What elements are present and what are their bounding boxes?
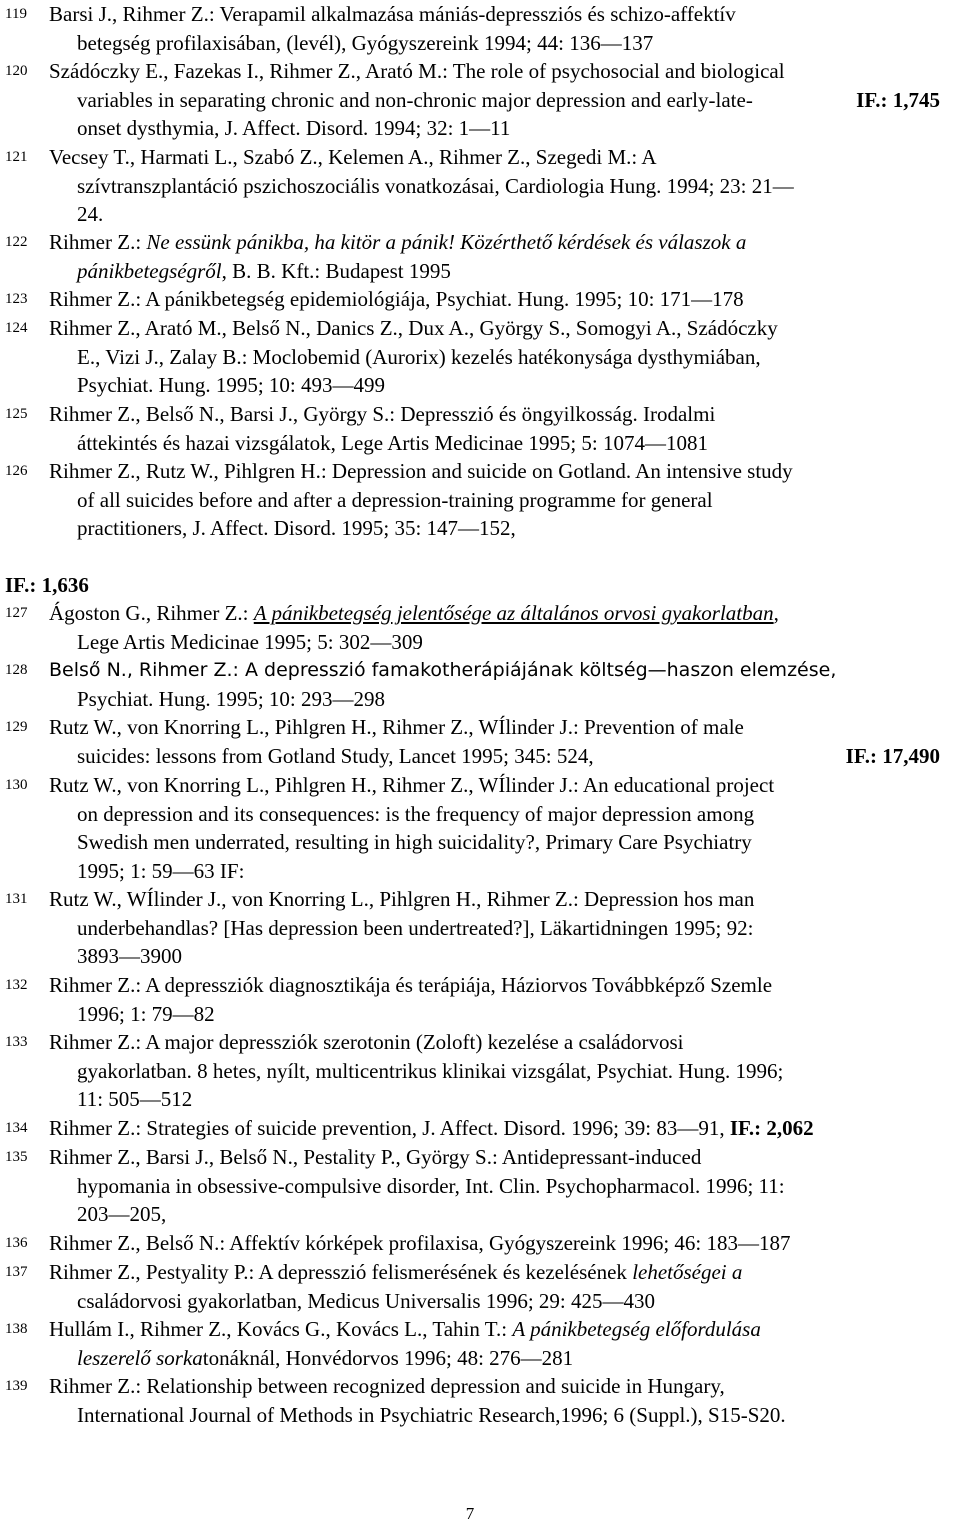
reference-entry [0, 314, 960, 400]
reference-first-line: Ágoston G., Rihmer Z.: A pánikbetegség jelentősége az általános orvosi gyakorlatban, [49, 601, 779, 625]
reference-number: 128 [5, 662, 28, 678]
reference-continuation: szívtranszplantáció pszichoszociális vonatkozásai, Cardiologia Hung. 1994; 23: 21— 24. [77, 173, 794, 227]
reference-number: 121 [5, 149, 28, 165]
reference-continuation: leszerelő sorkatonáknál, Honvédorvos 1996; 48: 276—281 [77, 1345, 574, 1370]
reference-entry [0, 1143, 960, 1229]
reference-continuation: Psychiat. Hung. 1995; 10: 293—298 [77, 686, 385, 711]
reference-continuation: of all suicides before and after a depression-training programme for general practitioners, J. Affect. Disord. 1995; 35: 147—152, [77, 487, 713, 541]
reference-number: 125 [5, 406, 28, 422]
reference-first-line: Rutz W., von Knorring L., Pihlgren H., Rihmer Z., WÍlinder J.: An educational project [49, 773, 775, 797]
reference-number: 134 [5, 1120, 28, 1136]
reference-entry [0, 1229, 960, 1258]
reference-number: 120 [5, 63, 28, 79]
reference-number: 124 [5, 320, 28, 336]
reference-first-line: Rihmer Z., Pestyality P.: A depresszió felismerésének és kezelésének lehetőségei a [49, 1260, 743, 1284]
reference-continuation: IF.: 1,745 variables in separating chronic and non-chronic major depression and early-late- onset dysthymia, J. Affect. Disord. 1994; 32: 1—11 [77, 87, 940, 141]
reference-first-line: Rutz W., WÍlinder J., von Knorring L., Pihlgren H., Rihmer Z.: Depression hos man [49, 887, 755, 911]
reference-first-line: Hullám I., Rihmer Z., Kovács G., Kovács L., Tahin T.: A pánikbetegség előfordulása [49, 1317, 761, 1341]
reference-entry [0, 285, 960, 314]
reference-first-line: Rihmer Z.: A pánikbetegség epidemiológiája, Psychiat. Hung. 1995; 10: 171—178 [49, 287, 744, 311]
reference-entry [0, 0, 960, 57]
reference-entry [0, 885, 960, 971]
reference-first-line: Rihmer Z., Barsi J., Belső N., Pestality P., György S.: Antidepressant-induced [49, 1145, 702, 1169]
reference-entry [0, 400, 960, 457]
reference-number: 136 [5, 1235, 28, 1251]
reference-entry [0, 771, 960, 885]
reference-entry [0, 57, 960, 143]
reference-entry [0, 971, 960, 1028]
reference-continuation: gyakorlatban. 8 hetes, nyílt, multicentrikus klinikai vizsgálat, Psychiat. Hung. 1996; 11: 505—512 [77, 1058, 784, 1112]
reference-first-line: Rihmer Z.: Strategies of suicide prevention, J. Affect. Disord. 1996; 39: 83—91, IF.: 2,062 [49, 1116, 814, 1140]
page-number: 7 [465, 1504, 475, 1523]
reference-number: 132 [5, 977, 28, 993]
reference-continuation: hypomania in obsessive-compulsive disorder, Int. Clin. Psychopharmacol. 1996; 11: 203—205, [77, 1173, 785, 1227]
reference-first-line: Rihmer Z.: Ne essünk pánikba, ha kitör a pánik! Közérthető kérdések és válaszok a [49, 230, 747, 254]
reference-number: 126 [5, 463, 28, 479]
reference-continuation: pánikbetegségről, B. B. Kft.: Budapest 1995 [77, 258, 451, 283]
impact-factor: IF.: 17,490 [845, 743, 940, 768]
reference-first-line: Rihmer Z.: A depressziók diagnosztikája és terápiája, Háziorvos Továbbképző Szemle [49, 973, 773, 997]
reference-continuation: Lege Artis Medicinae 1995; 5: 302—309 [77, 629, 423, 654]
reference-number: 138 [5, 1321, 28, 1337]
reference-number: 133 [5, 1034, 28, 1050]
reference-first-line: Rutz W., von Knorring L., Pihlgren H., Rihmer Z., WÍlinder J.: Prevention of male [49, 715, 744, 739]
reference-entry [0, 713, 960, 770]
reference-entry [0, 143, 960, 229]
reference-first-line: Belső N., Rihmer Z.: A depresszió famakotherápiájának költség—haszon elemzése, [49, 659, 837, 681]
reference-continuation: betegség profilaxisában, (levél), Gyógyszereink 1994; 44: 136—137 [77, 30, 654, 55]
reference-number: 127 [5, 605, 28, 621]
reference-first-line: Rihmer Z., Belső N., Barsi J., György S.: Depresszió és öngyilkosság. Irodalmi [49, 402, 716, 426]
reference-number: 129 [5, 719, 28, 735]
reference-number: 139 [5, 1378, 28, 1394]
reference-number: 122 [5, 234, 28, 250]
reference-number: 131 [5, 891, 28, 907]
reference-entry [0, 1114, 960, 1143]
reference-first-line: Rihmer Z.: A major depressziók szerotonin (Zoloft) kezelése a családorvosi [49, 1030, 684, 1054]
reference-first-line: Rihmer Z., Belső N.: Affektív kórképek profilaxisa, Gyógyszereink 1996; 46: 183—187 [49, 1231, 791, 1255]
reference-continuation: underbehandlas? [Has depression been undertreated?], Läkartidningen 1995; 92: 3893—3900 [77, 915, 754, 969]
reference-first-line: Rihmer Z., Rutz W., Pihlgren H.: Depression and suicide on Gotland. An intensive study [49, 459, 793, 483]
impact-factor: IF.: 1,745 [856, 87, 940, 112]
reference-first-line: Szádóczky E., Fazekas I., Rihmer Z., Arató M.: The role of psychosocial and biological [49, 59, 785, 83]
reference-continuation: áttekintés és hazai vizsgálatok, Lege Artis Medicinae 1995; 5: 1074—1081 [77, 430, 709, 455]
reference-entry [0, 228, 960, 285]
impact-factor-heading: IF.: 1,636 [5, 573, 89, 597]
reference-continuation: International Journal of Methods in Psychiatric Research,1996; 6 (Suppl.), S15-S20. [77, 1402, 786, 1427]
reference-entry [0, 1258, 960, 1315]
reference-number: 137 [5, 1264, 28, 1280]
reference-entry [0, 1372, 960, 1429]
reference-entry [0, 599, 960, 656]
reference-entry [0, 457, 960, 543]
reference-number: 119 [5, 6, 27, 22]
reference-entry [0, 1315, 960, 1372]
reference-first-line: Rihmer Z., Arató M., Belső N., Danics Z., Dux A., György S., Somogyi A., Szádóczky [49, 316, 778, 340]
reference-first-line: Rihmer Z.: Relationship between recognized depression and suicide in Hungary, [49, 1374, 725, 1398]
reference-number: 135 [5, 1149, 28, 1165]
reference-entry [0, 1028, 960, 1114]
impact-factor: IF.: 2,062 [729, 1116, 814, 1140]
reference-continuation: IF.: 17,490 suicides: lessons from Gotland Study, Lancet 1995; 345: 524, [77, 742, 940, 771]
reference-first-line: Barsi J., Rihmer Z.: Verapamil alkalmazása mániás-depressziós és schizo-affektív [49, 2, 736, 26]
reference-number: 130 [5, 777, 28, 793]
reference-continuation: E., Vizi J., Zalay B.: Moclobemid (Aurorix) kezelés hatékonysága dysthymiában, Psychiat. Hung. 1995; 10: 493—499 [77, 344, 761, 398]
reference-entry [0, 656, 960, 713]
reference-continuation: on depression and its consequences: is the frequency of major depression among Swedish men underrated, resulting in high suicidality?, Primary Care Psychiatry 1995; 1: 59—63 IF: [77, 801, 755, 883]
reference-continuation: 1996; 1: 79—82 [77, 1001, 215, 1026]
reference-continuation: családorvosi gyakorlatban, Medicus Universalis 1996; 29: 425—430 [77, 1288, 655, 1313]
reference-first-line: Vecsey T., Harmati L., Szabó Z., Kelemen A., Rihmer Z., Szegedi M.: A [49, 145, 657, 169]
reference-number: 123 [5, 291, 28, 307]
